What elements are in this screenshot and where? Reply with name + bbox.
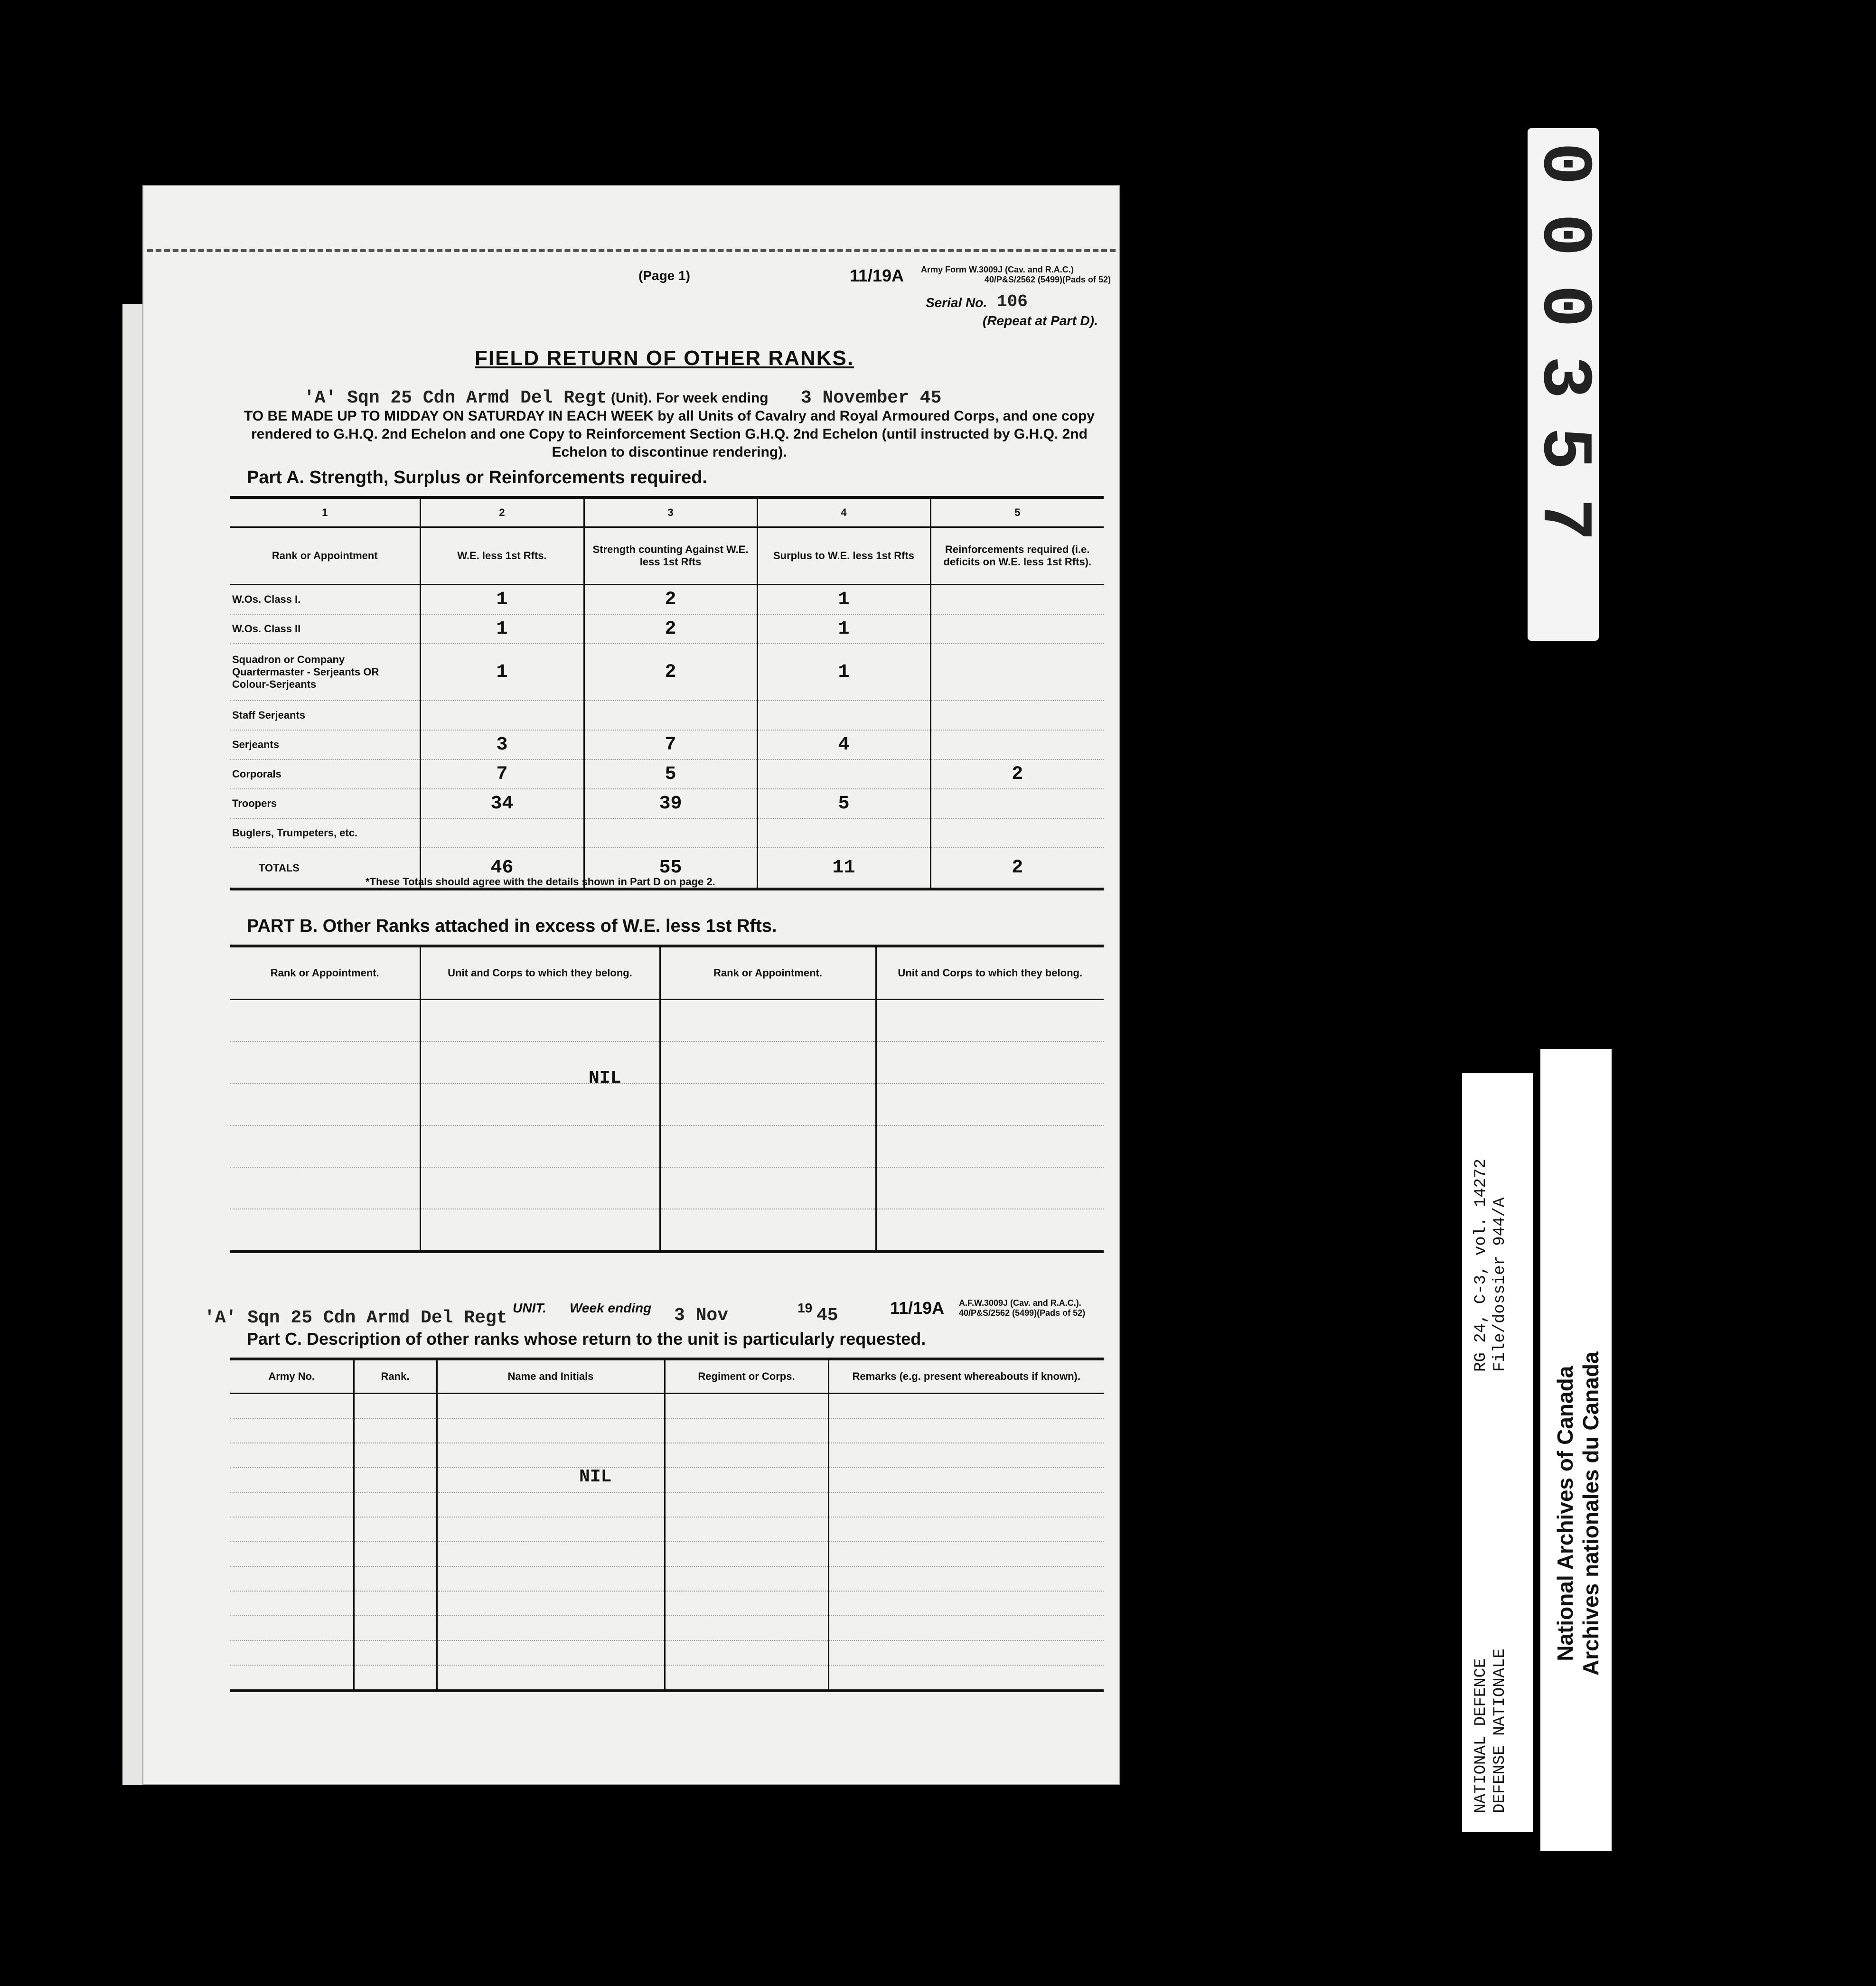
serial-label: Serial No. [926, 295, 987, 310]
table-row: Buglers, Trumpeters, etc. [230, 818, 1104, 848]
part-c-unit-label: UNIT. [513, 1301, 547, 1315]
totals-row: TOTALS 46 55 11 2 [230, 848, 1104, 889]
column-header: Strength counting Against W.E. less 1st Rfts [584, 527, 757, 585]
table-row [230, 1167, 1104, 1209]
part-c-year-value: 45 [816, 1305, 838, 1326]
serial-value: 106 [997, 292, 1028, 311]
part-c-unit-value: 'A' Sqn 25 Cdn Armd Del Regt [204, 1308, 507, 1328]
table-row [230, 1640, 1104, 1665]
part-c-table [230, 1358, 1104, 1692]
page-label: (Page 1) [638, 268, 690, 283]
table-row [230, 1418, 1104, 1443]
table-row [230, 1517, 1104, 1542]
stamp-digit: 0 [1523, 142, 1604, 185]
column-header: Unit and Corps to which they belong. [876, 946, 1104, 1000]
table-row [230, 1616, 1104, 1640]
column-header: W.E. less 1st Rfts. [420, 527, 584, 585]
table-row [230, 1000, 1104, 1042]
part-b-title: PART B. Other Ranks attached in excess of W.E. less 1st Rfts. [247, 916, 777, 936]
table-row [230, 1492, 1104, 1517]
column-header: Unit and Corps to which they belong. [420, 946, 660, 1000]
col-number: 4 [757, 497, 930, 527]
col-number: 2 [420, 497, 584, 527]
stamp-digit: 7 [1523, 498, 1604, 541]
army-form-label: Army Form W.3009J (Cav. and R.A.C.) 40/P&S/2562 (5499)(Pads of 52) [921, 265, 1111, 284]
table-row [230, 1443, 1104, 1468]
table-row: Squadron or Company Quartermaster - Serjeants OR Colour-Serjeants 1 2 1 [230, 644, 1104, 701]
column-header: Rank or Appointment. [660, 946, 876, 1000]
column-header: Reinforcements required (i.e. deficits on W.E. less 1st Rfts). [930, 527, 1104, 585]
col-number: 3 [584, 497, 757, 527]
unit-value: 'A' Sqn 25 Cdn Armd Del Regt [304, 388, 607, 408]
table-row [230, 1041, 1104, 1083]
table-row: Corporals 7 5 2 [230, 759, 1104, 789]
stamp-digit: 0 [1523, 213, 1604, 256]
column-header: Rank. [354, 1359, 437, 1394]
stamp-digit: 5 [1523, 427, 1604, 470]
archive-reference-label [1462, 1073, 1533, 1832]
table-row [230, 1591, 1104, 1616]
column-header: Rank or Appointment [230, 527, 420, 585]
part-c-form-code: 11/19A [890, 1298, 945, 1318]
frame-number-stamp [1523, 128, 1604, 641]
table-row [230, 1394, 1104, 1419]
part-c-year-prefix: 19 [797, 1301, 813, 1315]
serial-note: (Repeat at Part D). [983, 313, 1098, 328]
archives-canada-label [1540, 1049, 1612, 1851]
archive-reference-text: RG 24, C-3, vol. 14272 File/dossier 944/A [1472, 1159, 1509, 1372]
intro-text: TO BE MADE UP TO MIDDAY ON SATURDAY IN EACH WEEK by all Units of Cavalry and Royal Armoured Corps, and one copy rendered to G.H.Q. 2nd Echelon and one Copy to Reinforcement Section G.H.Q. 2nd Echelon (until instructed by G.H.Q. 2nd Echelon to discontinue rendering). [244, 408, 1095, 460]
department-text: NATIONAL DEFENCE DEFENSE NATIONALE [1472, 1649, 1509, 1813]
part-a-table [230, 496, 1104, 890]
column-header: Remarks (e.g. present whereabouts if known). [828, 1359, 1104, 1394]
part-c-title: Part C. Description of other ranks whose return to the unit is particularly requested. [247, 1329, 926, 1349]
col-number: 5 [930, 497, 1104, 527]
part-a-title: Part A. Strength, Surplus or Reinforcements required. [247, 468, 707, 487]
part-c-nil: NIL [579, 1467, 612, 1487]
form-title: FIELD RETURN OF OTHER RANKS. [475, 347, 854, 370]
column-header: Name and Initials [437, 1359, 665, 1394]
column-header: Army No. [230, 1359, 354, 1394]
table-row [230, 1125, 1104, 1167]
stamp-digit: 0 [1523, 284, 1604, 328]
column-header: Surplus to W.E. less 1st Rfts [757, 527, 930, 585]
part-b-nil: NIL [589, 1068, 621, 1088]
table-row: Serjeants 3 7 4 [230, 730, 1104, 759]
table-row: W.Os. Class II 1 2 1 [230, 614, 1104, 644]
col-number: 1 [230, 497, 420, 527]
field-return-form [142, 185, 1120, 1785]
part-b-table [230, 945, 1104, 1253]
archives-name-text: National Archives of Canada Archives nationales du Canada [1553, 1351, 1603, 1676]
unit-label: (Unit). For week ending [610, 390, 769, 406]
stamp-digit: 3 [1523, 356, 1604, 399]
week-ending-value: 3 November 45 [800, 388, 942, 408]
intro-block [242, 389, 1097, 461]
perforation-line [147, 249, 1116, 252]
part-c-week-label: Week ending [570, 1301, 652, 1315]
totals-footnote: *These Totals should agree with the details shown in Part D on page 2. [366, 876, 715, 888]
part-c-week-value: 3 Nov [674, 1305, 729, 1326]
table-row: W.Os. Class I. 1 2 1 [230, 585, 1104, 615]
table-row: Staff Serjeants [230, 701, 1104, 730]
table-row [230, 1468, 1104, 1492]
table-row: Troopers 34 39 5 [230, 789, 1104, 818]
table-row [230, 1084, 1104, 1125]
table-row [230, 1209, 1104, 1252]
table-row [230, 1665, 1104, 1691]
column-header: Regiment or Corps. [665, 1359, 828, 1394]
table-row [230, 1542, 1104, 1566]
form-code: 11/19A [850, 266, 904, 285]
part-c-form-ref: A.F.W.3009J (Cav. and R.A.C.). 40/P&S/2562 (5499)(Pads of 52) [959, 1298, 1086, 1318]
table-row [230, 1566, 1104, 1591]
column-header: Rank or Appointment. [230, 946, 420, 1000]
